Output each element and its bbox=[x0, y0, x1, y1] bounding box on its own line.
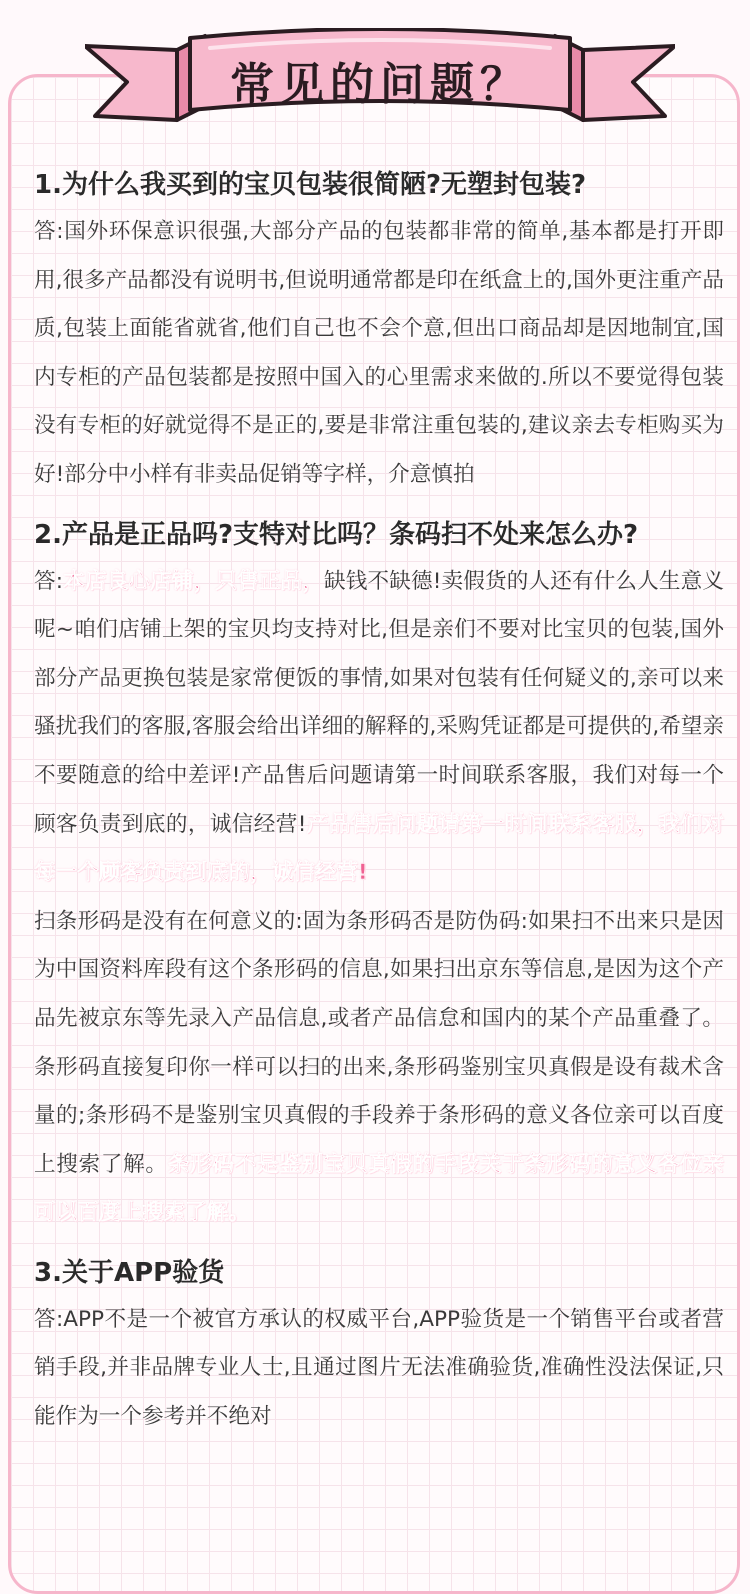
barcode-answer bbox=[34, 898, 724, 1238]
faq-item-3 bbox=[34, 1250, 724, 1442]
faq-answer: 答:APP不是一个被官方承认的权威平台,APP验货是一个销售平台或者营销手段,并非品牌专业人士,且通过图片无法准确验货,准确性没法保证,只能作为一个参考并不绝对 bbox=[34, 1306, 724, 1430]
answer-prefix: 答: bbox=[34, 568, 64, 594]
title-banner bbox=[85, 28, 675, 132]
answer-body: 缺钱不缺德!卖假货的人还有什么人生意义呢~咱们店铺上架的宝贝均支持对比,但是亲们不要对比宝贝的包装,国外部分产品更换包装是家常便饭的事情,如果对包装有任何疑义的,亲可以来骚扰我们的客服,客服会给出详细的解释的,采购凭证都是可提供的,希望亲不要随意的给中差评!产品售后问题请第一时间联系客服，我们对每一个顾客负责到底的，诚信经营! bbox=[34, 568, 725, 837]
faq-question: 1.为什么我买到的宝贝包装很简陋?无塑封包装? bbox=[34, 170, 587, 200]
faq-item-2 bbox=[34, 512, 724, 1238]
page-title: 常见的问题？ bbox=[230, 59, 530, 110]
faq-question: 3.关于APP验货 bbox=[34, 1257, 225, 1288]
faq-answer bbox=[34, 558, 724, 898]
faq-item-1 bbox=[34, 162, 724, 500]
barcode-body: 扫条形码是没有在何意义的:固为条形码否是防伪码:如果扫不出来只是因为中国资料库段有这个条形码的信息,如果扫出京东等信息,是因为这个产品先被京东等先录入产品信息,或者产品信怠和国内的某个产品重叠了。条形码直接复印你一样可以扫的出来,条形码鉴别宝贝真假是设有裁术含量的;条形码不是鉴别宝贝真假的手段养于条形码的意义各位亲可以百度上搜索了解。 bbox=[34, 908, 724, 1177]
faq-list bbox=[34, 162, 724, 1454]
highlight-text: 本店良心店铺，只售正品， bbox=[63, 568, 325, 594]
faq-answer: 答:国外环保意识很强,大部分产品的包装都非常的简单,基本都是打开即用,很多产品都没有说明书,但说明通常都是印在纸盒上的,国外更注重产品质,包装上面能省就省,他们自己也不会个意,但出口商品却是因地制宜,国内专柜的产品包装都是按照中国入的心里需求来做的.所以不要觉得包装没有专柜的好就觉得不是正的,要是非常注重包装的,建议亲去专柜购买为好!部分中小样有非卖品促销等字样，介意慎拍 bbox=[34, 219, 725, 487]
faq-question: 2.产品是正品吗?支特对比吗？条码扫不处来怎么办? bbox=[34, 519, 639, 550]
highlight-text: 产品售后问题请第一时间联系客服，我们对每一个顾客负责到底的，诚信经营! bbox=[34, 811, 724, 886]
highlight-text: 条形码不是鉴别宝贝真假的手段关于条形码的意义各位亲可以百度上搜索了解。 bbox=[34, 1151, 724, 1226]
